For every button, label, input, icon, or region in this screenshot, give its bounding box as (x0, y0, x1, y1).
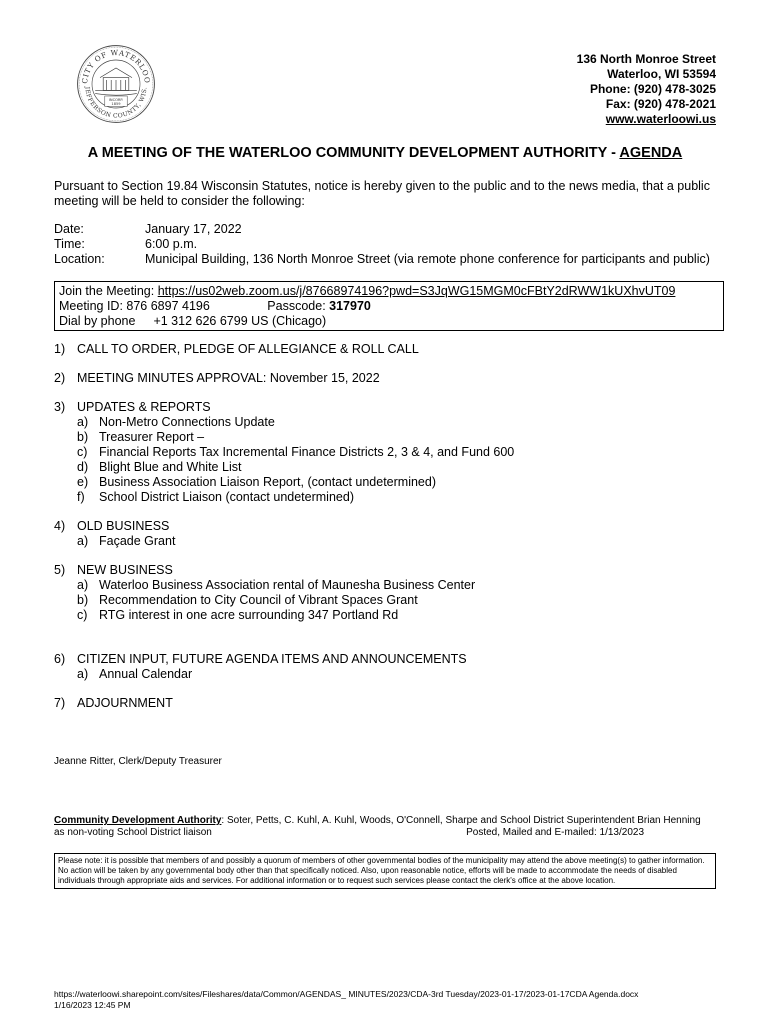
agenda-item-text: CALL TO ORDER, PLEDGE OF ALLEGIANCE & ROLL CALL (77, 342, 419, 356)
agenda-item-number: 2) (54, 371, 66, 385)
subitem-letter: c) (77, 445, 88, 459)
file-path: https://waterloowi.sharepoint.com/sites/Fileshares/data/Common/AGENDAS_ MINUTES/2023/CDA-3rd Tuesday/2023-01-17/2023-01-17CDA Agenda.docx (54, 989, 639, 999)
subitem-letter: b) (77, 593, 89, 607)
address-city: Waterloo, WI 53594 (607, 67, 716, 81)
subitem-text: RTG interest in one acre surrounding 347 Portland Rd (99, 608, 399, 622)
agenda-subitem (77, 534, 734, 549)
agenda-item-number: 5) (54, 563, 66, 577)
cda-members-block (54, 815, 716, 838)
agenda-subitem (77, 460, 734, 475)
agenda-item-number: 3) (54, 400, 66, 414)
subitem-letter: b) (77, 430, 89, 444)
svg-text:CITY OF WATERLOO (80, 48, 152, 84)
agenda-subitem (77, 415, 734, 430)
detail-row-location (54, 252, 710, 267)
agenda-item-text: NEW BUSINESS (77, 563, 173, 577)
seal-badge-line2: 1859 (111, 102, 121, 107)
subitem-text: Waterloo Business Association rental of Maunesha Business Center (99, 578, 476, 592)
subitem-text: School District Liaison (contact undetermined) (99, 490, 354, 504)
cda-members: : Soter, Petts, C. Kuhl, A. Kuhl, Woods, O'Connell, Sharpe and School District Superintendent Brian Henning (221, 815, 701, 826)
title-agenda: AGENDA (619, 145, 683, 161)
agenda-item-text: ADJOURNMENT (77, 696, 173, 710)
agenda-item-text: MEETING MINUTES APPROVAL: November 15, 2022 (77, 371, 380, 385)
intro-paragraph: Pursuant to Section 19.84 Wisconsin Statutes, notice is hereby given to the public and to the news media, that a public meeting will be held to consider the following: (54, 179, 710, 208)
agenda-list (54, 342, 734, 711)
title-prefix: A MEETING OF THE WATERLOO COMMUNITY DEVELOPMENT AUTHORITY - (87, 145, 620, 161)
dial-number: +1 312 626 6799 US (Chicago) (153, 314, 327, 328)
detail-label: Location: (54, 252, 105, 266)
seal-top-text: CITY OF WATERLOO (80, 48, 152, 85)
zoom-info-box (54, 281, 724, 331)
footer (54, 989, 638, 1011)
subitem-letter: a) (77, 578, 89, 592)
subitem-letter: a) (77, 667, 89, 681)
city-seal-logo (76, 44, 156, 124)
subitem-letter: a) (77, 534, 89, 548)
meeting-details (54, 222, 710, 267)
agenda-item (54, 371, 734, 386)
agenda-item-text: OLD BUSINESS (77, 519, 170, 533)
agenda-item-number: 1) (54, 342, 66, 356)
join-label: Join the Meeting: (59, 284, 155, 298)
dial-label: Dial by phone (59, 314, 136, 328)
agenda-item (54, 519, 734, 534)
address-block (577, 52, 716, 127)
agenda-item-text: CITIZEN INPUT, FUTURE AGENDA ITEMS AND ANNOUNCEMENTS (77, 652, 467, 666)
agenda-subitem (77, 608, 734, 623)
seal-badge-line1: INCORP. (108, 97, 124, 102)
subitem-text: Treasurer Report – (99, 430, 205, 444)
subitem-text: Business Association Liaison Report, (contact undetermined) (99, 475, 436, 489)
detail-value: Municipal Building, 136 North Monroe Street (via remote phone conference for participants and public) (145, 252, 710, 266)
subitem-letter: c) (77, 608, 88, 622)
agenda-subitem (77, 578, 734, 593)
agenda-item (54, 652, 734, 667)
print-timestamp: 1/16/2023 12:45 PM (54, 1000, 131, 1010)
agenda-item-number: 7) (54, 696, 66, 710)
agenda-item (54, 342, 734, 357)
subitem-text: Recommendation to City Council of Vibrant Spaces Grant (99, 593, 418, 607)
passcode-value: 317970 (329, 299, 371, 313)
agenda-subitem (77, 445, 734, 460)
detail-value: January 17, 2022 (145, 222, 242, 236)
seal-bottom-text: JEFFERSON COUNTY, WIS. (83, 86, 149, 120)
meeting-id: Meeting ID: 876 6897 4196 (59, 299, 210, 313)
agenda-subitem (77, 593, 734, 608)
subitem-letter: f) (77, 490, 85, 504)
notice-box: Please note: it is possible that members of and possibly a quorum of members of other governmental bodies of the municipality may attend the above meeting(s) to gather information. No action will be taken by any governmental body other than that specifically noticed. Also, upon reasonable notice, efforts will be made to accommodate the needs of disabled individuals through appropriate aids and services. For additional information or to request such services please contact the clerk's office at the above location. (54, 853, 716, 889)
address-phone: Phone: (920) 478-3025 (589, 82, 716, 96)
cda-liaison-note: as non-voting School District liaison (54, 826, 212, 838)
detail-label: Date: (54, 222, 84, 236)
subitem-text: Non-Metro Connections Update (99, 415, 275, 429)
agenda-subitem (77, 475, 734, 490)
address-street: 136 North Monroe Street (576, 52, 716, 66)
detail-value: 6:00 p.m. (145, 237, 198, 251)
agenda-item (54, 563, 734, 578)
agenda-subitem (77, 667, 734, 682)
cda-label: Community Development Authority (54, 815, 222, 826)
subitem-text: Façade Grant (99, 534, 176, 548)
detail-row-time (54, 237, 710, 252)
detail-label: Time: (54, 237, 85, 251)
agenda-item-number: 4) (54, 519, 66, 533)
subitem-letter: e) (77, 475, 89, 489)
passcode-label: Passcode: (267, 299, 326, 313)
signature-line: Jeanne Ritter, Clerk/Deputy Treasurer (54, 756, 222, 767)
agenda-item (54, 696, 734, 711)
zoom-meeting-link[interactable]: https://us02web.zoom.us/j/87668974196?pwd=S3JqWG15MGM0cFBtY2dRWW1kUXhvUT09 (157, 284, 676, 298)
page-title (0, 145, 770, 161)
subitem-text: Blight Blue and White List (99, 460, 242, 474)
website-link[interactable]: www.waterloowi.us (605, 112, 716, 126)
agenda-item-text: UPDATES & REPORTS (77, 400, 211, 414)
subitem-letter: d) (77, 460, 89, 474)
agenda-subitem (77, 430, 734, 445)
agenda-item-number: 6) (54, 652, 66, 666)
address-fax: Fax: (920) 478-2021 (605, 97, 716, 111)
agenda-item (54, 400, 734, 415)
subitem-text: Annual Calendar (99, 667, 193, 681)
agenda-subitem (77, 490, 734, 505)
posted-date: Posted, Mailed and E-mailed: 1/13/2023 (466, 826, 644, 838)
subitem-letter: a) (77, 415, 89, 429)
detail-row-date (54, 222, 710, 237)
subitem-text: Financial Reports Tax Incremental Finance Districts 2, 3 & 4, and Fund 600 (99, 445, 515, 459)
